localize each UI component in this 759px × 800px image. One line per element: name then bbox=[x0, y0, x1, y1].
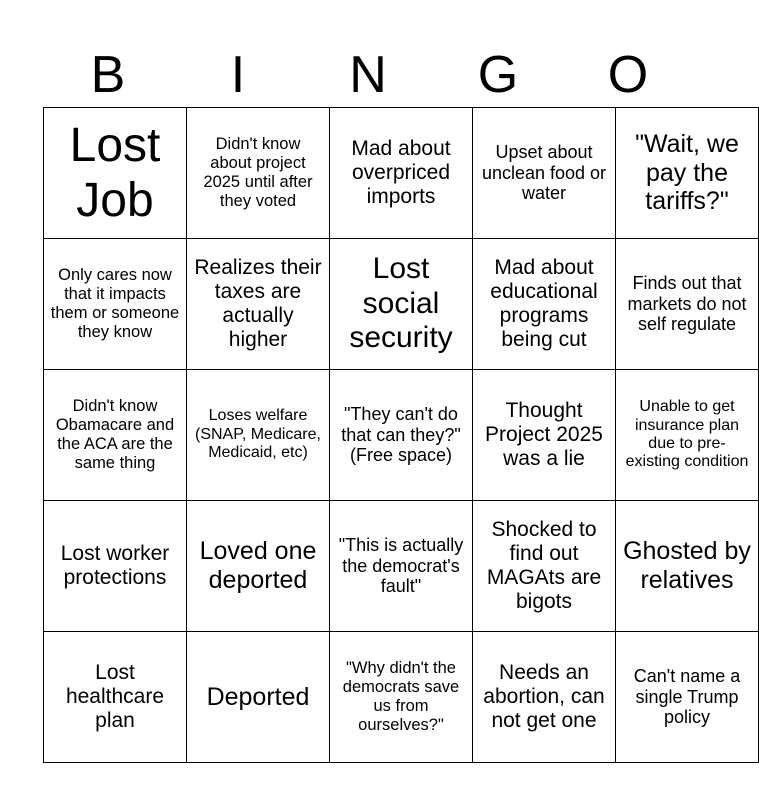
bingo-cell: Thought Project 2025 was a lie bbox=[473, 370, 616, 501]
bingo-cell: Didn't know Obamacare and the ACA are the same thing bbox=[44, 370, 187, 501]
bingo-cell: Realizes their taxes are actually higher bbox=[187, 239, 330, 370]
bingo-cell: Can't name a single Trump policy bbox=[616, 632, 759, 763]
bingo-cell: Upset about unclean food or water bbox=[473, 108, 616, 239]
header-letter-o: O bbox=[607, 46, 649, 104]
bingo-cell: Lost worker protections bbox=[44, 501, 187, 632]
bingo-cell: "They can't do that can they?" (Free space) bbox=[330, 370, 473, 501]
bingo-cell: Mad about educational programs being cut bbox=[473, 239, 616, 370]
board-row bbox=[44, 239, 759, 370]
bingo-cell: Loved one deported bbox=[187, 501, 330, 632]
header-letter-g: G bbox=[477, 46, 519, 104]
bingo-cell: Finds out that markets do not self regulate bbox=[616, 239, 759, 370]
bingo-cell: Loses welfare (SNAP, Medicare, Medicaid, etc) bbox=[187, 370, 330, 501]
header-letter-n: N bbox=[349, 46, 387, 104]
board-row bbox=[44, 108, 759, 239]
bingo-cell: Ghosted by relatives bbox=[616, 501, 759, 632]
bingo-cell: Deported bbox=[187, 632, 330, 763]
bingo-cell: Unable to get insurance plan due to pre-existing condition bbox=[616, 370, 759, 501]
bingo-cell: "This is actually the democrat's fault" bbox=[330, 501, 473, 632]
board-row bbox=[44, 370, 759, 501]
bingo-cell: Needs an abortion, can not get one bbox=[473, 632, 616, 763]
bingo-cell: Only cares now that it impacts them or someone they know bbox=[44, 239, 187, 370]
header-letter-b: B bbox=[90, 46, 126, 104]
bingo-cell: "Wait, we pay the tariffs?" bbox=[616, 108, 759, 239]
bingo-header bbox=[43, 44, 693, 106]
bingo-cell: Lost Job bbox=[44, 108, 187, 239]
header-letter-i: I bbox=[230, 46, 246, 104]
board-row bbox=[44, 501, 759, 632]
bingo-cell: Mad about overpriced imports bbox=[330, 108, 473, 239]
bingo-cell: Lost healthcare plan bbox=[44, 632, 187, 763]
bingo-cell: Lost social security bbox=[330, 239, 473, 370]
bingo-cell: Shocked to find out MAGAts are bigots bbox=[473, 501, 616, 632]
bingo-cell: "Why didn't the democrats save us from ourselves?" bbox=[330, 632, 473, 763]
board-row bbox=[44, 632, 759, 763]
bingo-board bbox=[43, 107, 759, 763]
bingo-cell: Didn't know about project 2025 until after they voted bbox=[187, 108, 330, 239]
